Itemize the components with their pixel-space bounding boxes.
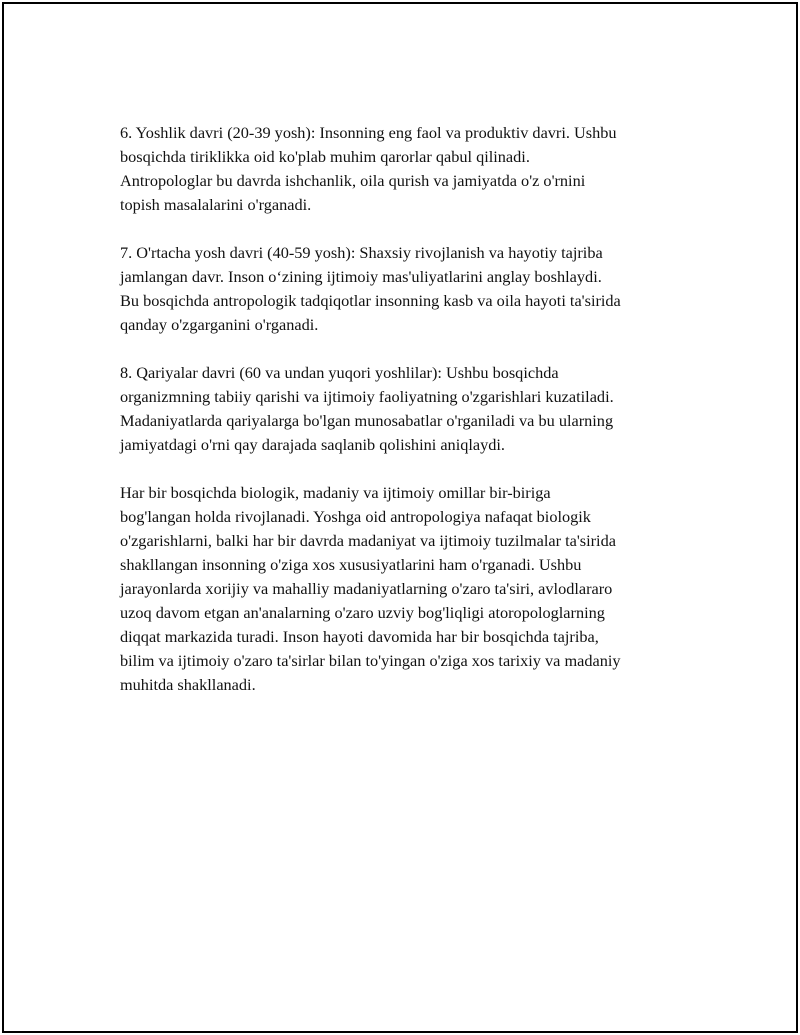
- text-line: jamlangan davr. Inson o‘zining ijtimoiy mas'uliyatlarini anglay boshlaydi.: [120, 267, 602, 286]
- text-line: o'zgarishlarni, balki har bir davrda madaniyat va ijtimoiy tuzilmalar ta'sirida: [120, 531, 616, 550]
- text-line: jamiyatdagi o'rni qay darajada saqlanib qolishini aniqlaydi.: [120, 435, 505, 454]
- page-border: [2, 2, 798, 1033]
- text-line: bilim va ijtimoiy o'zaro ta'sirlar bilan to'yingan o'ziga xos tarixiy va madaniy: [120, 651, 621, 670]
- paragraph-elderly-period: [120, 361, 700, 457]
- text-line: shakllangan insonning o'ziga xos xususiyatlarini ham o'rganadi. Ushbu: [120, 555, 582, 574]
- text-line: qanday o'zgarganini o'rganadi.: [120, 315, 319, 334]
- text-line: bog'langan holda rivojlanadi. Yoshga oid antropologiya nafaqat biologik: [120, 507, 591, 526]
- paragraph-summary: [120, 481, 700, 697]
- paragraph-youth-period: [120, 121, 700, 217]
- text-line: Bu bosqichda antropologik tadqiqotlar insonning kasb va oila hayoti ta'sirida: [120, 291, 621, 310]
- text-line: 7. O'rtacha yosh davri (40-59 yosh): Shaxsiy rivojlanish va hayotiy tajriba: [120, 243, 603, 262]
- text-line: jarayonlarda xorijiy va mahalliy madaniyatlarning o'zaro ta'siri, avlodlararo: [120, 579, 613, 598]
- text-line: organizmning tabiiy qarishi va ijtimoiy faoliyatning o'zgarishlari kuzatiladi.: [120, 387, 614, 406]
- text-line: Madaniyatlarda qariyalarga bo'lgan munosabatlar o'rganiladi va bu ularning: [120, 411, 614, 430]
- text-line: bosqichda tiriklikka oid ko'plab muhim qarorlar qabul qilinadi.: [120, 147, 530, 166]
- text-line: topish masalalarini o'rganadi.: [120, 195, 312, 214]
- text-line: diqqat markazida turadi. Inson hayoti davomida har bir bosqichda tajriba,: [120, 627, 599, 646]
- text-line: uzoq davom etgan an'analarning o'zaro uzviy bog'liqligi atoropologlarning: [120, 603, 605, 622]
- text-line: muhitda shakllanadi.: [120, 675, 256, 694]
- text-line: 8. Qariyalar davri (60 va undan yuqori yoshlilar): Ushbu bosqichda: [120, 363, 559, 382]
- text-line: 6. Yoshlik davri (20-39 yosh): Insonning eng faol va produktiv davri. Ushbu: [120, 123, 617, 142]
- document-body: [120, 121, 700, 721]
- text-line: Har bir bosqichda biologik, madaniy va ijtimoiy omillar bir-biriga: [120, 483, 551, 502]
- paragraph-middle-age-period: [120, 241, 700, 337]
- text-line: Antropologlar bu davrda ishchanlik, oila qurish va jamiyatda o'z o'rnini: [120, 171, 586, 190]
